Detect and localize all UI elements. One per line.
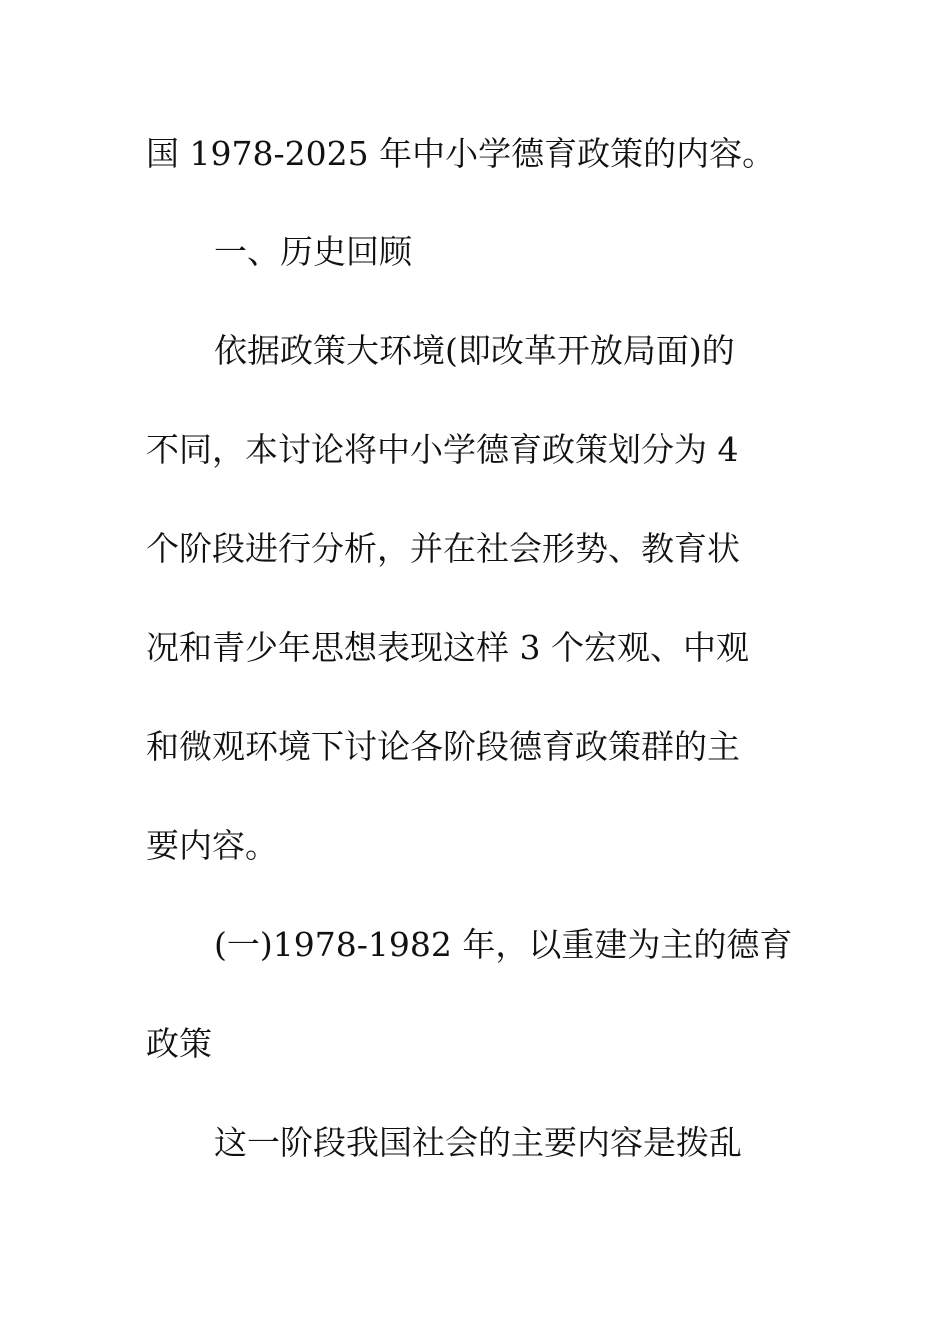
- paragraph-line: 国 1978-2025 年中小学德育政策的内容。: [146, 134, 776, 173]
- subsection-heading: (一)1978-1982 年，以重建为主的德育: [214, 925, 793, 964]
- subsection-heading-continued: 政策: [146, 1024, 212, 1063]
- paragraph-line: 况和青少年思想表现这样 3 个宏观、中观: [146, 628, 749, 667]
- section-heading: 一、历史回顾: [214, 232, 412, 271]
- paragraph-line: 要内容。: [146, 826, 278, 865]
- paragraph-line: 不同，本讨论将中小学德育政策划分为 4: [146, 430, 739, 469]
- paragraph-line: 依据政策大环境(即改革开放局面)的: [214, 331, 735, 370]
- paragraph-line: 和微观环境下讨论各阶段德育政策群的主: [146, 727, 740, 766]
- paragraph-line: 这一阶段我国社会的主要内容是拨乱: [214, 1123, 742, 1162]
- paragraph-line: 个阶段进行分析，并在社会形势、教育状: [146, 529, 740, 568]
